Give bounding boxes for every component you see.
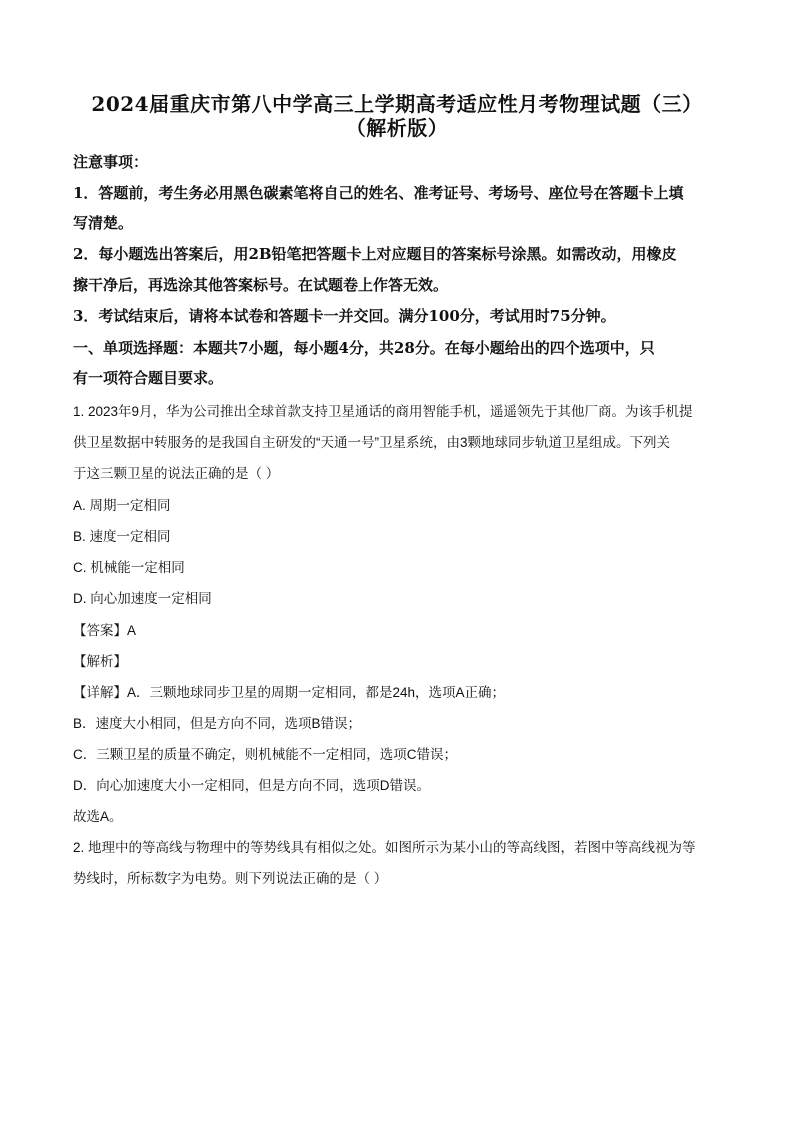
q1-detail-b: B．速度大小相同，但是方向不同，选项B错误； <box>73 716 362 731</box>
notice-heading: 注意事项： <box>73 153 149 171</box>
q1-detail-a: 【详解】A．三颗地球同步卫星的周期一定相同，都是24h，选项A正确； <box>73 685 506 700</box>
notice-item-2-line-1: 2．每小题选出答案后，用2B铅笔把答题卡上对应题目的答案标号涂黑。如需改动，用橡皮 <box>73 245 677 263</box>
q1-option-d: D. 向心加速度一定相同 <box>73 591 212 606</box>
section-heading-line-1: 一、单项选择题：本题共7小题，每小题4分，共28分。在每小题给出的四个选项中，只 <box>73 339 655 357</box>
q1-stem-line-2: 供卫星数据中转服务的是我国自主研发的“天通一号”卫星系统，由3颗地球同步轨道卫星组成。下列关 <box>73 435 670 450</box>
q2-stem-line-2: 势线时，所标数字为电势。则下列说法正确的是（ ） <box>73 871 388 886</box>
document-title: 2024届重庆市第八中学高三上学期高考适应性月考物理试题（三） <box>91 92 703 116</box>
q1-option-a: A. 周期一定相同 <box>73 498 171 513</box>
q1-analysis-label: 【解析】 <box>73 654 127 669</box>
section-heading-line-2: 有一项符合题目要求。 <box>73 369 224 387</box>
notice-item-1-line-2: 写清楚。 <box>73 214 134 232</box>
document-subtitle: （解析版） <box>345 116 449 140</box>
notice-item-2-line-2: 擦干净后，再选涂其他答案标号。在试题卷上作答无效。 <box>73 276 449 294</box>
q1-conclusion: 故选A。 <box>73 809 123 824</box>
q1-detail-d: D．向心加速度大小一定相同，但是方向不同，选项D错误。 <box>73 778 430 793</box>
q2-stem-line-1: 2. 地理中的等高线与物理中的等势线具有相似之处。如图所示为某小山的等高线图，若图中等高线视为等 <box>73 840 696 855</box>
notice-item-3: 3．考试结束后，请将本试卷和答题卡一并交回。满分100分，考试用时75分钟。 <box>73 307 616 325</box>
q1-stem-line-1: 1. 2023年9月，华为公司推出全球首款支持卫星通话的商用智能手机，遥遥领先于其他厂商。为该手机提 <box>73 404 693 419</box>
q1-answer: 【答案】A <box>73 623 137 638</box>
q1-detail-c: C．三颗卫星的质量不确定，则机械能不一定相同，选项C错误； <box>73 747 457 762</box>
q1-option-b: B. 速度一定相同 <box>73 529 171 544</box>
q1-stem-line-3: 于这三颗卫星的说法正确的是（ ） <box>73 466 280 481</box>
notice-item-1-line-1: 1．答题前，考生务必用黑色碳素笔将自己的姓名、准考证号、考场号、座位号在答题卡上填 <box>73 184 684 202</box>
q1-option-c: C. 机械能一定相同 <box>73 560 185 575</box>
